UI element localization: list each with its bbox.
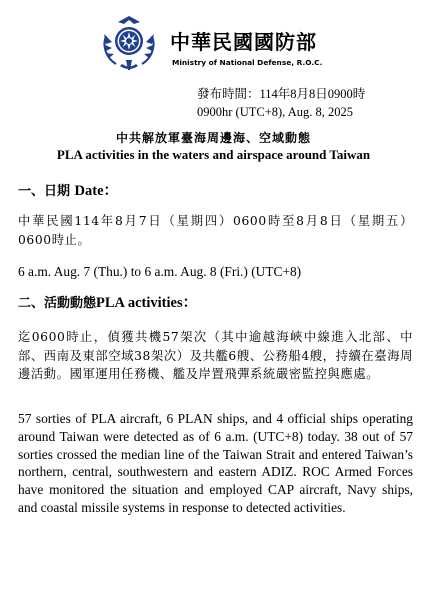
section-date-heading-en: Date： (74, 183, 119, 199)
release-time-zh: 發布時間：114年8月8日0900時 (197, 87, 366, 101)
mnd-emblem-icon (100, 14, 158, 72)
org-name-zh: 中華民國國防部 (170, 30, 317, 54)
section-date-text-en: 6 a.m. Aug. 7 (Thu.) to 6 a.m. Aug. 8 (Fri.) (UTC+8) (18, 264, 302, 279)
section-activities-text-zh: 迄0600時止，偵獲共機57架次（其中逾越海峽中線進入北部、中部、西南及東部空域38架次）及共艦6艘、公務船4艘，持續在臺海周邊活動。國軍運用任務機、艦及岸置飛彈系統嚴密監控與應處。 (18, 330, 413, 381)
release-time (197, 85, 407, 121)
section-activities-heading-en: PLA activities： (96, 295, 198, 311)
release-time-en: 0900hr (UTC+8), Aug. 8, 2025 (197, 105, 353, 119)
title-en: PLA activities in the waters and airspace around Taiwan (56, 147, 371, 162)
section-activities-heading (18, 294, 197, 313)
title-zh: 中共解放軍臺海周邊海、空域動態 (115, 131, 311, 145)
section-activities-text-en: 57 sorties of PLA aircraft, 6 PLAN ships, and 4 official ships operating around Taiwan were detected as of 6 a.m. (UTC+8) today. 38 out of 57 sorties crossed the median line of the Taiwan Strait and entered Taiwan’s northern, central, southwestern and eastern ADIZ. ROC Armed Forces have monitored the situation and employed CAP aircraft, Navy ships, and coastal missile systems in response to detected activities. (18, 411, 413, 515)
section-date-text-zh: 中華民國114年8月7日（星期四）0600時至8月8日（星期五）0600時止。 (18, 214, 413, 247)
header (100, 14, 400, 72)
section-activities-heading-zh: 二、活動動態 (18, 296, 97, 311)
section-date-heading (18, 182, 118, 201)
section-date-heading-zh: 一、日期 (18, 184, 75, 199)
org-name-en: Ministry of National Defense, R.O.C. (172, 58, 323, 67)
